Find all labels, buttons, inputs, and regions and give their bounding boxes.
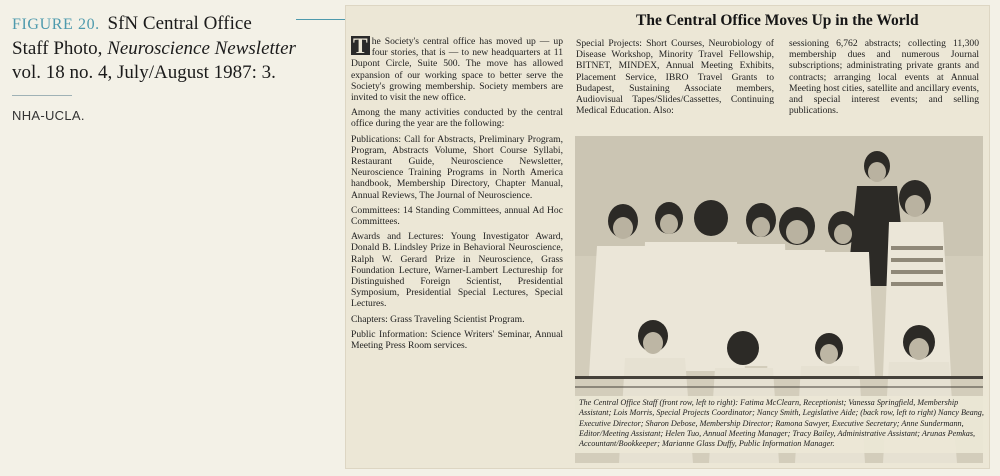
col1-para-6: Chapters: Grass Traveling Scientist Program. [351, 313, 525, 325]
image-credit: NHA-UCLA. [12, 108, 85, 123]
col1-para-5: Awards and Lectures: Young Investigator Award, Donald B. Lindsley Prize in Behavioral Neuroscience, Ralph W. Gerard Prize in Neuroscience, Grass Foundation Lecture, Warner-Lambert Lectureship for Distinguished Foreign Scientist, Presidential Symposium, Presidential Special Lectures, Special Lectures. [351, 231, 563, 310]
figure-caption [12, 12, 312, 123]
caption-journal: Neuroscience Newsletter [107, 38, 296, 59]
col1-para-4: Committees: 14 Standing Committees, annual Ad Hoc Committees. [351, 204, 563, 228]
caption-divider [12, 95, 72, 96]
col1-para-3: Publications: Call for Abstracts, Preliminary Program, Program, Abstracts Volume, Short Course Syllabi, Restaurant Guide, Neuroscience Newsletter, Neuroscience Training Programs in North America handbook, Membership Directory, Chapter Manual, Annual Reviews, The Journal of Neuroscience. [351, 133, 563, 201]
col3-para: sessioning 6,762 abstracts; collecting 11,300 membership dues and numerous Journal subscriptions; administrating private grants and contracts; arranging local events at Annual Meeting host cities, satellite and ancillary events, and special interest events; and selling publications. [789, 38, 979, 117]
figure-label: FIGURE 20. [12, 16, 100, 33]
col2-para: Special Projects: Short Courses, Neurobiology of Disease Workshop, Minority Travel Fellowship, BITNET, MINDEX, Annual Meeting Exhibits, Placement Service, IBRO Travel Grants to Budapest, Sustaining Associate members, Audiovisual Tapes/Slides/Cassettes, Continuing Medical Education. Also: [576, 38, 774, 117]
drop-cap: T [353, 33, 368, 58]
col1-para-7: Public Information: Science Writers' Seminar, Annual Meeting Press Room services. [351, 328, 563, 352]
article-column-1 [351, 33, 563, 355]
article-column-2 [576, 38, 774, 120]
newsletter-clipping [346, 6, 989, 468]
caption-title: SfN Central Office [107, 13, 252, 34]
col1-para-2: Among the many activities conducted by the central office during the year are the following: [351, 107, 563, 130]
photo-caption: The Central Office Staff (front row, left to right): Fatima McClearn, Receptionist; Vanessa Springfield, Membership Assistant; Lois Morris, Special Projects Coordinator; Nancy Smith, Legislative Aide; (back row, left to right) Nancy Beang, Executive Director; Sharon Debose, Membership Director; Ramona Sawyer, Executive Secretary; Anne Sundermann, Editor/Meeting Assistant; Helen Tuo, Annual Meeting Manager; Tracy Bailey, Administrative Assistant; Arunas Pemkas, Accountant/Bookkeeper; Marianne Glass Duffy, Public Information Manager. [575, 396, 987, 453]
article-column-3 [789, 38, 979, 120]
col1-para-1: he Society's central office has moved up — up four stories, that is — to new headquarters at 11 Dupont Circle, Suite 500. The move has allowed expansion of our working space to better serve the Society's growing membership. Society members are invited to visit the new office. [351, 36, 563, 104]
caption-line2: Staff Photo, [12, 38, 103, 59]
caption-citation: vol. 18 no. 4, July/August 1987: 3. [12, 62, 276, 83]
article-headline: The Central Office Moves Up in the World [636, 12, 919, 29]
